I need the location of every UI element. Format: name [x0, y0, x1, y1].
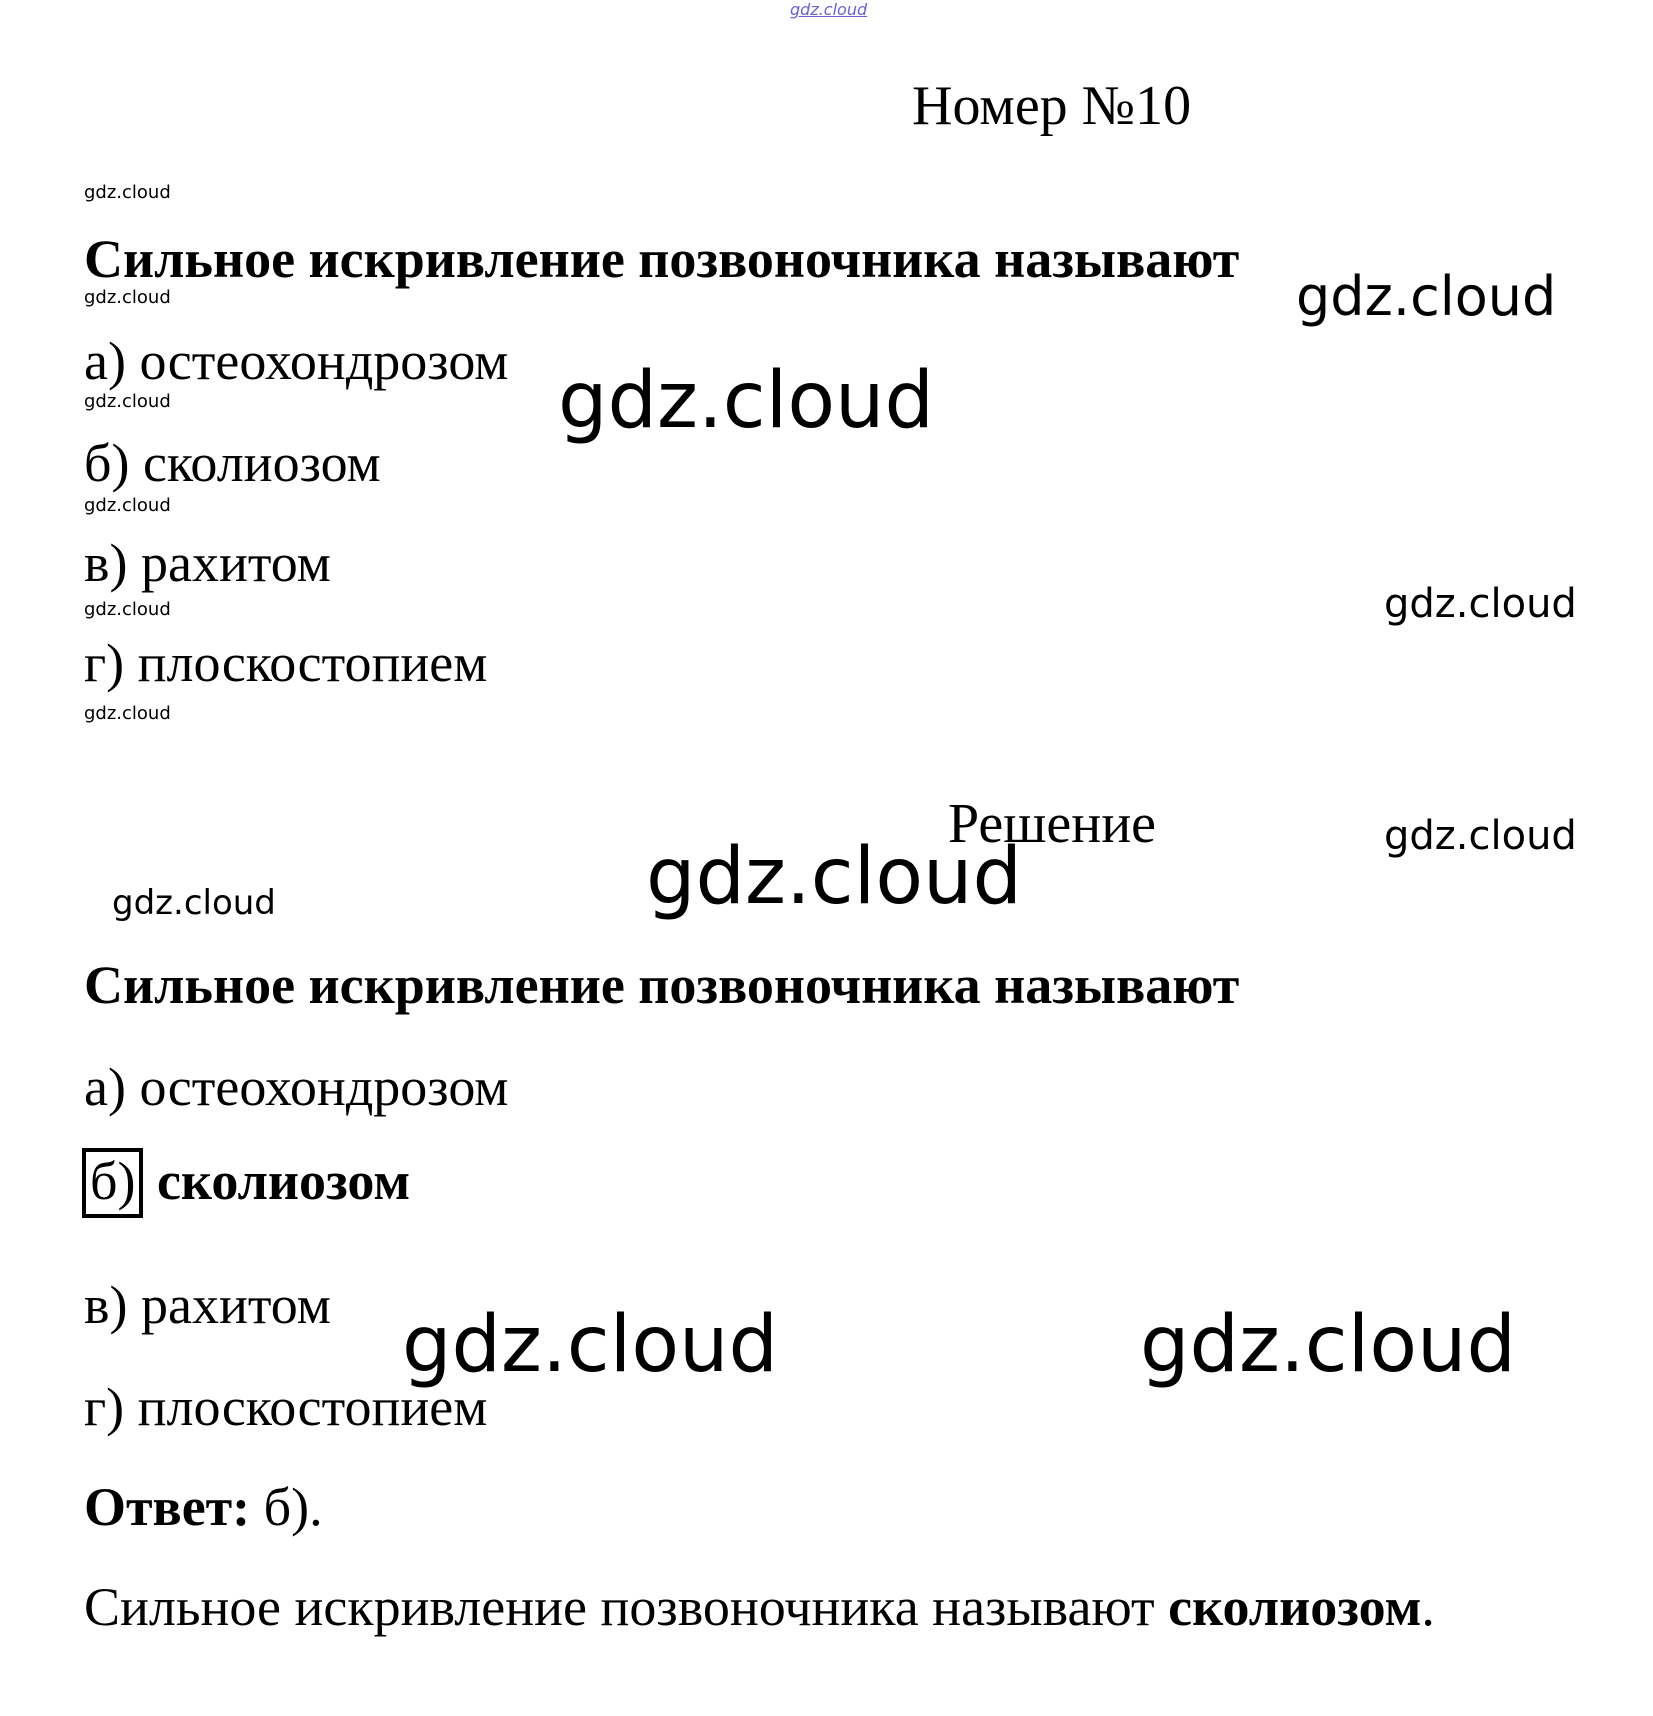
watermark-medium: gdz.cloud [112, 883, 276, 923]
question-text: Сильное искривление позвоночника называют [84, 229, 1240, 289]
watermark-small: gdz.cloud [84, 182, 171, 203]
watermark-top: gdz.cloud [790, 0, 868, 19]
watermark-small: gdz.cloud [84, 599, 171, 620]
answer-line [84, 1477, 323, 1537]
solution-heading: Решение [948, 793, 1157, 855]
conclusion-text: Сильное искривление позвоночника называют сколиозом. [84, 1577, 1435, 1637]
watermark-small: gdz.cloud [84, 391, 171, 412]
solution-option-a: а) остеохондрозом [84, 1057, 509, 1117]
solution-option-b-selected: б) сколиозом [82, 1148, 410, 1218]
answer-label: Ответ: [84, 1477, 251, 1537]
watermark-medium: gdz.cloud [1384, 813, 1577, 859]
watermark-large: gdz.cloud [402, 1300, 778, 1390]
watermark-medium: gdz.cloud [1384, 581, 1577, 627]
solution-option-d: г) плоскостопием [84, 1377, 488, 1437]
watermark-small: gdz.cloud [84, 703, 171, 724]
watermark-small: gdz.cloud [84, 287, 171, 308]
solution-question-text: Сильное искривление позвоночника называют [84, 955, 1240, 1015]
option-d: г) плоскостопием [84, 633, 488, 693]
page-title: Номер №10 [912, 75, 1192, 137]
option-c: в) рахитом [84, 533, 331, 593]
solution-option-c: в) рахитом [84, 1275, 331, 1335]
option-a: а) остеохондрозом [84, 331, 509, 391]
option-b: б) сколиозом [84, 433, 381, 493]
watermark-large: gdz.cloud [1140, 1300, 1516, 1390]
watermark-small: gdz.cloud [84, 495, 171, 516]
selected-answer-box: б) [82, 1148, 143, 1218]
watermark-medium: gdz.cloud [1296, 265, 1557, 328]
watermark-large: gdz.cloud [646, 832, 1022, 922]
answer-value: б). [263, 1477, 323, 1537]
watermark-large: gdz.cloud [558, 356, 934, 446]
